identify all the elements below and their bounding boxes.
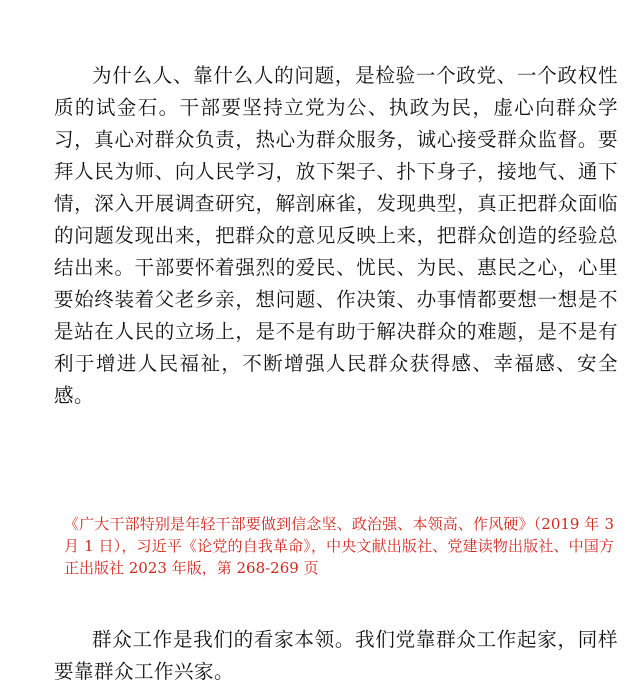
body-paragraph-1: 为什么人、靠什么人的问题，是检验一个政党、一个政权性质的试金石。干部要坚持立党为公、执政为民，虚心向群众学习，真心对群众负责，热心为群众服务，诚心接受群众监督。要拜人民为师、向人民学习，放下架子、扑下身子，接地气、通下情，深入开展调查研究，解剖麻雀，发现典型，真正把群众面临的问题发现出来，把群众的意见反映上来，把群众创造的经验总结出来。干部要怀着强烈的爱民、忧民、为民、惠民之心，心里要始终装着父老乡亲，想问题、作决策、办事情都要想一想是不是站在人民的立场上，是不是有助于解决群众的难题，是不是有利于增进人民福祉，不断增强人民群众获得感、幸福感、安全感。	[54, 64, 618, 407]
body-paragraph-2-partial: 群众工作是我们的看家本领。我们党靠群众工作起家，同样要靠群众工作兴家。	[54, 628, 618, 683]
source-citation: 《广大干部特别是年轻干部要做到信念坚、政治强、本领高、作风硬》（2019 年 3 月 1 日），习近平《论党的自我革命》，中央文献出版社、党建读物出版社、中国方正出版社 2023 年版，第 268-269 页	[64, 515, 614, 577]
